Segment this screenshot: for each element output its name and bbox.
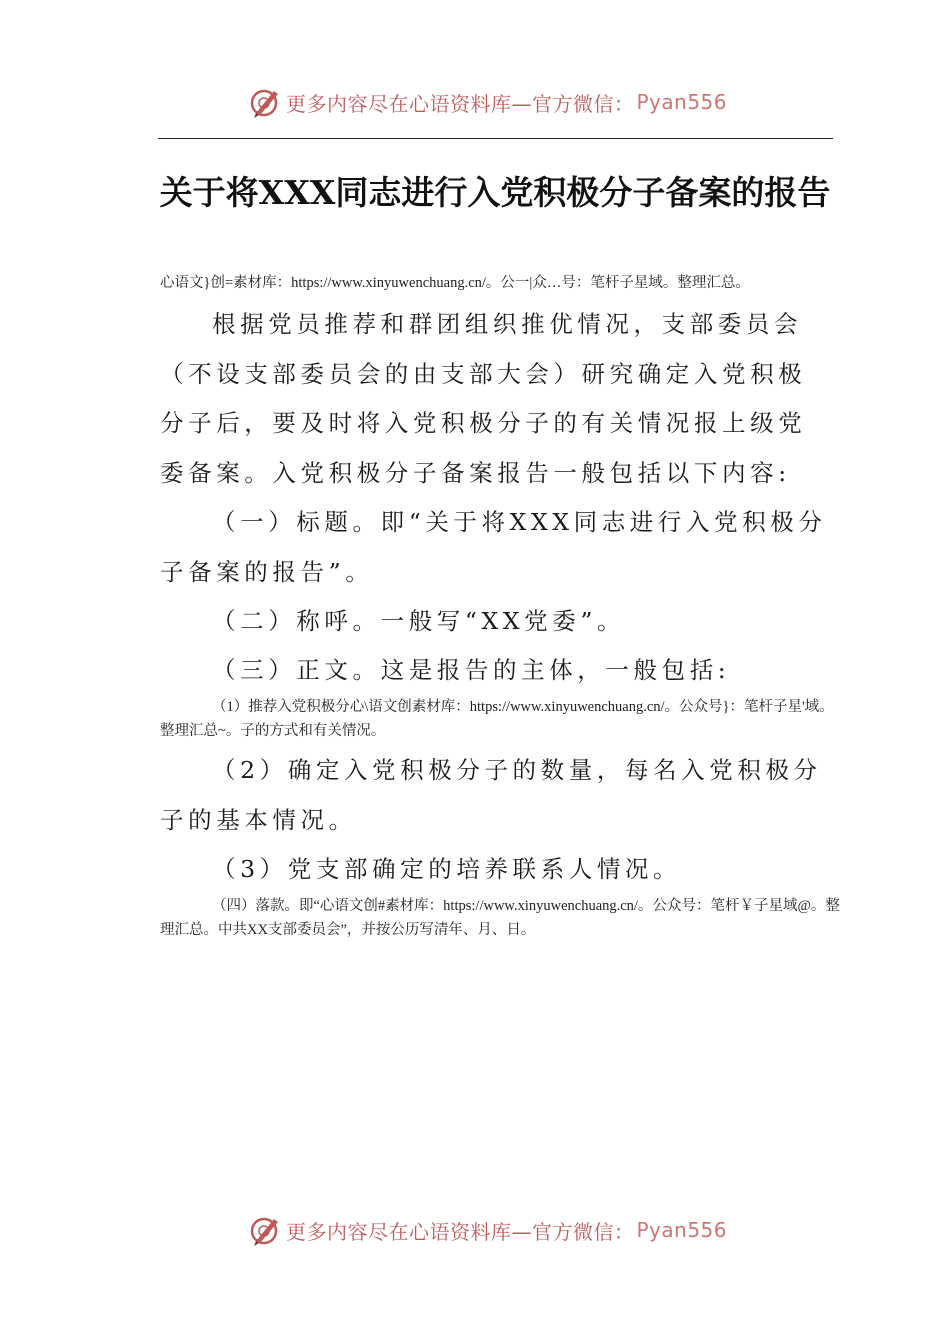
item-signature: （四）落款。即“心语文创#素材库：https://www.xinyuwenchuang.cn/。公众号：笔杆￥子星域@。整理汇总。中共XX支部委员会”，并按公历写清年、月、日。 xyxy=(160,898,840,938)
footer-wechat-id: Pyan556 xyxy=(636,1218,728,1242)
footer-banner-text: 更多内容尽在心语资料库—官方微信： xyxy=(286,1219,635,1244)
footer-banner xyxy=(248,1210,748,1250)
sub-item-2: （2）确定入党积极分子的数量，每名入党积极分子的基本情况。 xyxy=(160,756,822,834)
header-banner xyxy=(248,82,748,122)
item-body: （三）正文。这是报告的主体，一般包括: xyxy=(212,656,731,684)
header-banner-text: 更多内容尽在心语资料库—官方微信： xyxy=(286,91,635,116)
sub-item-3: （3）党支部确定的培养联系人情况。 xyxy=(212,855,682,883)
intro-paragraph: 根据党员推荐和群团组织推优情况，支部委员会（不设支部委员会的由支部大会）研究确定入党积极分子后，要及时将入党积极分子的有关情况报上级党委备案。入党积极分子备案报告一般包括以下内容: xyxy=(160,310,807,487)
header-divider xyxy=(158,138,833,139)
header-wechat-id: Pyan556 xyxy=(636,90,728,114)
item-salutation: （二）称呼。一般写“XX党委”。 xyxy=(212,607,626,635)
document-title: 关于将XXX同志进行入党积极分子备案的报告 xyxy=(159,173,831,212)
pen-logo-icon xyxy=(248,1213,282,1247)
sub-item-1: （1）推荐入党积极分心\语文创素材库：https://www.xinyuwenchuang.cn/。公众号}：笔杆子星'域。整理汇总~。子的方式和有关情况。 xyxy=(160,699,834,739)
watermark-line: 心语文}创=素材库：https://www.xinyuwenchuang.cn/。公一|众…号：笔杆子星域。整理汇总。 xyxy=(160,275,750,291)
pen-logo-icon xyxy=(248,85,282,119)
item-title: （一）标题。即“关于将XXX同志进行入党积极分子备案的报告”。 xyxy=(160,508,827,586)
